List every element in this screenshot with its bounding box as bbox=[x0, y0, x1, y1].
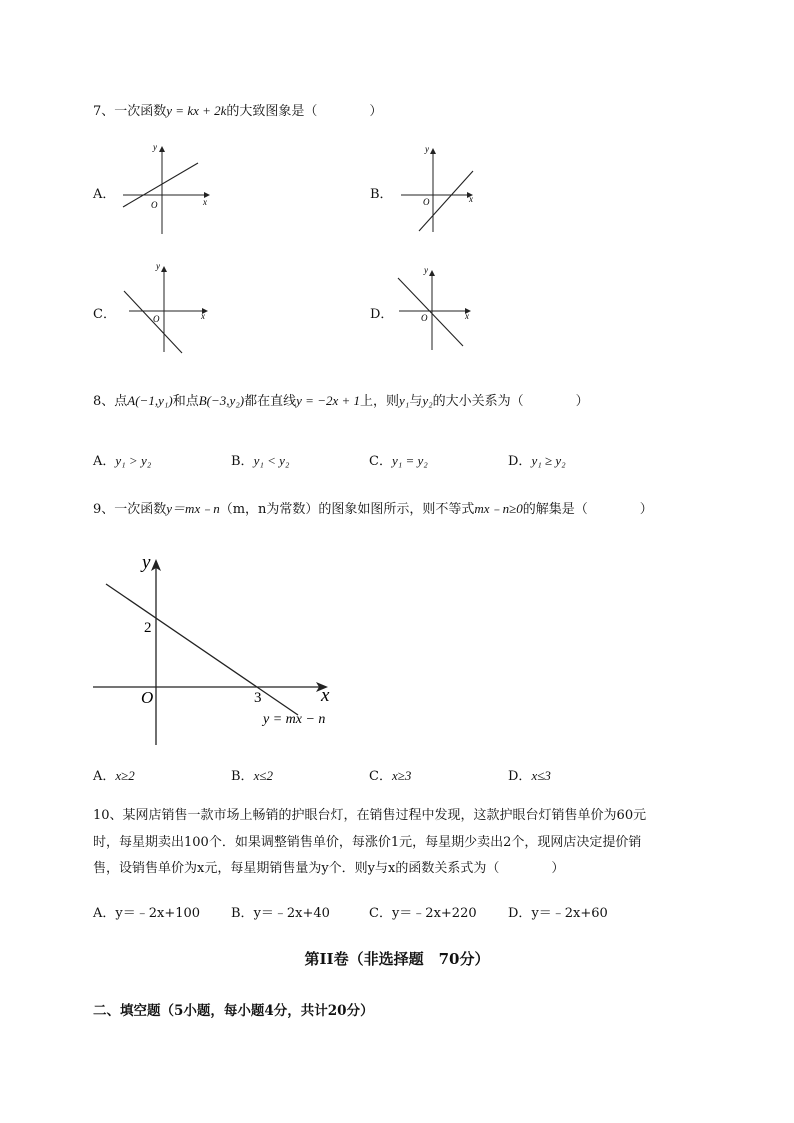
option-text: y₁ > y₂ bbox=[115, 453, 152, 468]
option-text: y₁ = y₂ bbox=[391, 453, 428, 468]
option-label: A． bbox=[93, 906, 116, 921]
option-label: D． bbox=[508, 769, 532, 784]
q8-option-d[interactable] bbox=[508, 450, 566, 469]
origin-label: O bbox=[421, 313, 428, 323]
q8-stem bbox=[93, 390, 589, 409]
q7-prefix: 7、一次函数 bbox=[93, 104, 167, 119]
option-text: y₁ < y₂ bbox=[253, 453, 290, 468]
q8-mid1: 和点 bbox=[172, 394, 199, 409]
option-label: C． bbox=[369, 906, 392, 921]
x-intercept-label: 3 bbox=[254, 690, 262, 706]
option-label: D． bbox=[508, 906, 532, 921]
q8-mid4: 与 bbox=[409, 394, 423, 409]
q8-option-c[interactable] bbox=[369, 450, 428, 469]
q9-suffix: 的解集是（ ） bbox=[522, 502, 653, 517]
function-line bbox=[123, 163, 198, 207]
option-label: A． bbox=[93, 454, 116, 469]
q8-option-b[interactable] bbox=[231, 450, 289, 469]
option-text: y＝﹣2x+220 bbox=[391, 906, 477, 921]
y-axis-label: y bbox=[424, 265, 428, 275]
q7-suffix: 的大致图象是（ ） bbox=[226, 104, 383, 119]
q7-graph-d bbox=[393, 262, 483, 352]
option-text: x≤2 bbox=[253, 768, 273, 783]
y-axis-arrow-icon bbox=[430, 148, 436, 154]
part2-title: 第II卷（非选择题 70分） bbox=[304, 950, 490, 968]
q10-line-2: 时，每星期卖出100个．如果调整销售单价，每涨价1元，每星期少卖出2个，现网店决定提价销 bbox=[93, 834, 642, 850]
option-label: C． bbox=[369, 769, 392, 784]
q7-graph-b bbox=[395, 140, 485, 238]
q8-prefix: 8、点 bbox=[93, 394, 128, 409]
y-intercept-label: 2 bbox=[144, 620, 152, 636]
q8-y1: y₁ bbox=[399, 393, 410, 408]
q8-line: y = −2x + 1 bbox=[296, 393, 361, 408]
origin-label: O bbox=[423, 197, 430, 207]
q10-stem bbox=[93, 803, 733, 883]
option-text: x≤3 bbox=[531, 768, 551, 783]
option-text: y＝﹣2x+40 bbox=[253, 906, 330, 921]
q10-line-1: 10、某网店销售一款市场上畅销的护眼台灯，在销售过程中发现，这款护眼台灯销售单价为60元 bbox=[93, 808, 647, 823]
q8-mid3: 上，则 bbox=[360, 394, 400, 409]
option-label: B． bbox=[231, 769, 254, 784]
x-axis-label: x bbox=[203, 197, 207, 207]
origin-label: O bbox=[151, 200, 158, 210]
option-text: x≥2 bbox=[115, 768, 135, 783]
section2-title: 二、填空题（5小题，每小题4分，共计20分） bbox=[93, 1003, 374, 1019]
q7-option-b-label[interactable]: B． bbox=[370, 187, 393, 202]
q8-point-a: A(−1,y₁) bbox=[127, 393, 173, 408]
q7-graph-c bbox=[115, 258, 215, 356]
q7-option-d-label[interactable]: D． bbox=[370, 307, 394, 322]
q7-graph-a bbox=[115, 140, 220, 238]
x-axis-label: x bbox=[321, 685, 330, 706]
q7-option-c-label[interactable]: C． bbox=[93, 307, 116, 322]
q10-option-b[interactable] bbox=[231, 902, 330, 921]
q10-option-a[interactable] bbox=[93, 902, 200, 921]
q7-option-a-label[interactable]: A． bbox=[93, 187, 116, 202]
option-label: C． bbox=[369, 454, 392, 469]
q10-option-d[interactable] bbox=[508, 902, 608, 921]
y-axis-label: y bbox=[425, 144, 429, 154]
option-label: B． bbox=[231, 906, 254, 921]
option-label: D． bbox=[508, 454, 532, 469]
q8-suffix: 的大小关系为（ ） bbox=[432, 394, 589, 409]
q9-stem bbox=[93, 498, 653, 517]
function-line bbox=[398, 278, 463, 346]
option-text: y＝﹣2x+100 bbox=[115, 906, 201, 921]
q9-option-a[interactable] bbox=[93, 765, 135, 784]
y-axis-arrow-icon bbox=[161, 266, 167, 272]
line-equation-label: y = mx − n bbox=[263, 712, 326, 727]
y-axis-arrow-icon bbox=[429, 270, 435, 276]
q9-graph bbox=[88, 545, 348, 755]
q10-line-3: 售，设销售单价为x元，每星期销售量为y个．则y与x的函数关系式为（ ） bbox=[93, 861, 565, 876]
y-axis-arrow-icon bbox=[159, 146, 165, 152]
q8-y2: y₂ bbox=[422, 393, 433, 408]
x-axis-label: x bbox=[465, 311, 469, 321]
option-text: y₁ ≥ y₂ bbox=[531, 453, 566, 468]
q9-option-d[interactable] bbox=[508, 765, 551, 784]
origin-label: O bbox=[141, 688, 154, 707]
y-axis-label: y bbox=[153, 142, 157, 152]
option-label: A． bbox=[93, 769, 116, 784]
q8-mid2: 都在直线 bbox=[244, 394, 297, 409]
option-text: y＝﹣2x+60 bbox=[531, 906, 608, 921]
option-label: B． bbox=[231, 454, 254, 469]
y-axis-label: y bbox=[142, 552, 151, 573]
q9-formula: y＝mx﹣n bbox=[166, 501, 220, 516]
x-axis-label: x bbox=[469, 194, 473, 204]
x-axis-label: x bbox=[201, 311, 205, 321]
q8-option-a[interactable] bbox=[93, 450, 151, 469]
q9-option-b[interactable] bbox=[231, 765, 273, 784]
q7-formula: y = kx + 2k bbox=[166, 103, 227, 118]
q9-note: （m，n为常数）的图象如图所示，则不等式 bbox=[219, 502, 475, 517]
q7-stem bbox=[93, 100, 382, 119]
y-axis-label: y bbox=[156, 261, 160, 271]
q10-option-c[interactable] bbox=[369, 902, 477, 921]
function-line bbox=[106, 584, 298, 715]
q8-point-b: B(−3,y₂) bbox=[198, 393, 245, 408]
q9-option-c[interactable] bbox=[369, 765, 411, 784]
q9-prefix: 9、一次函数 bbox=[93, 502, 167, 517]
q9-inequality: mx﹣n≥0 bbox=[474, 501, 523, 516]
origin-label: O bbox=[153, 314, 160, 324]
option-text: x≥3 bbox=[391, 768, 412, 783]
